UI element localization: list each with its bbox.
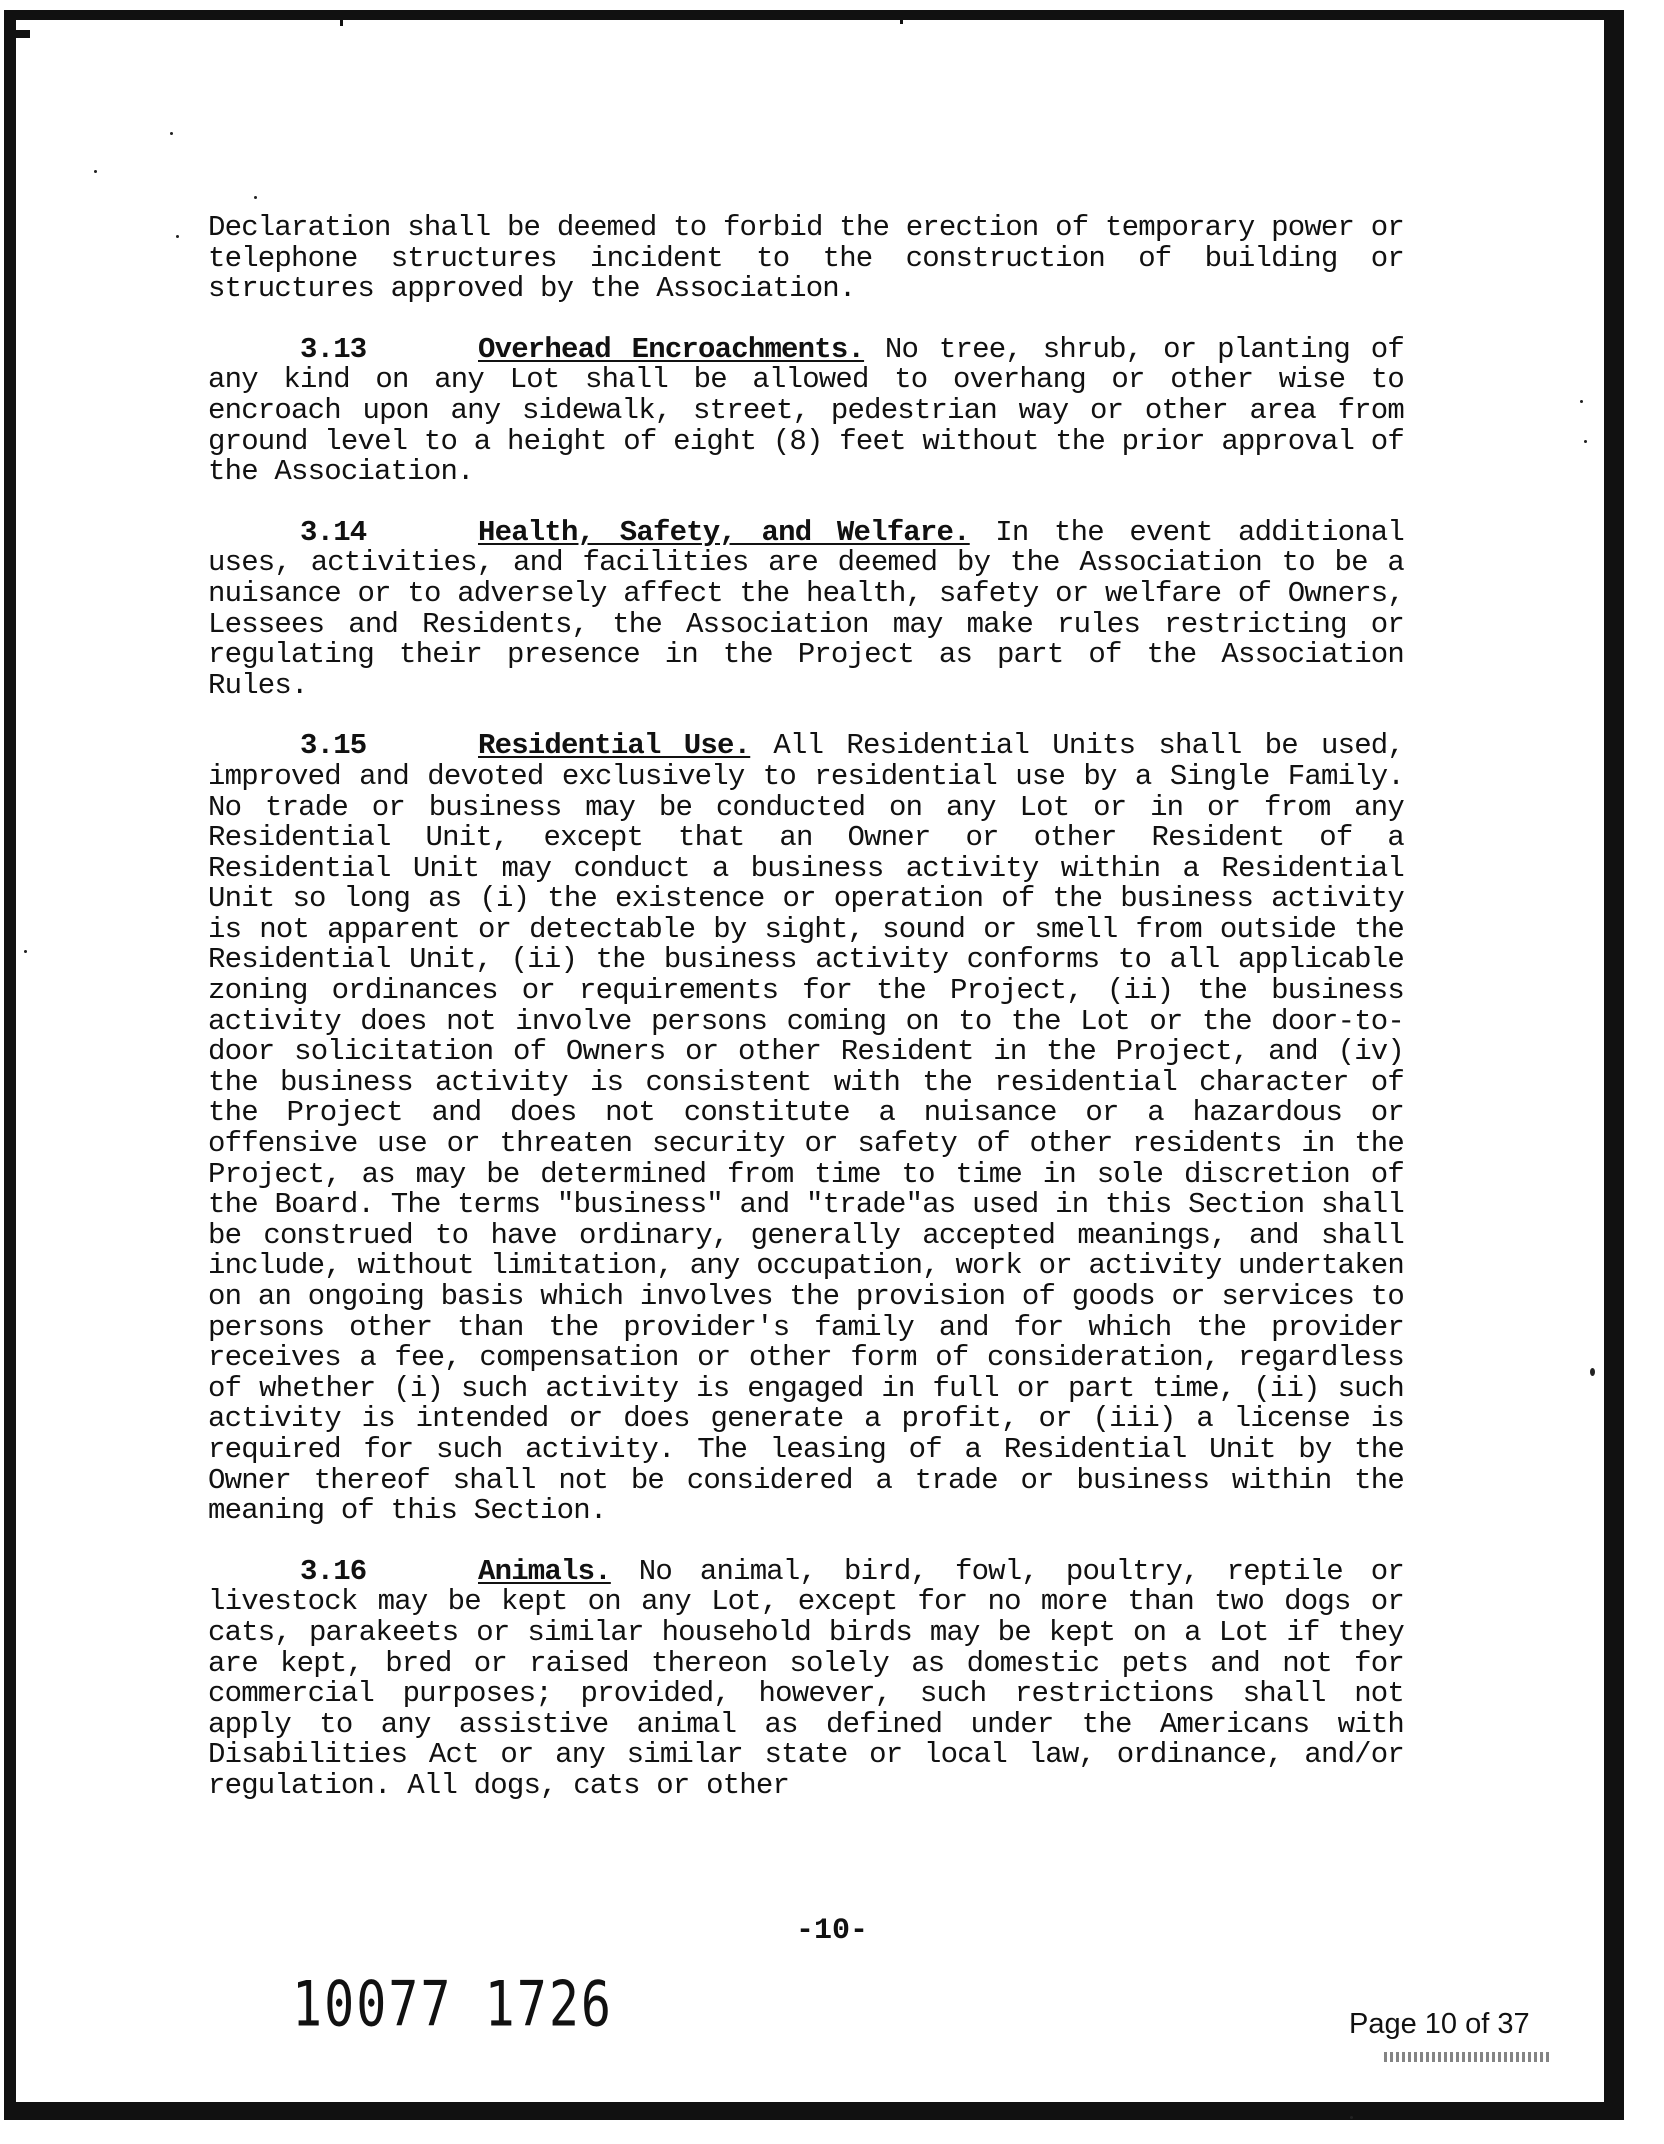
section-3-13: [208, 332, 1404, 489]
section-heading: Residential Use.: [478, 729, 751, 763]
document-body: [208, 213, 1404, 1832]
scan-speck: [1580, 400, 1583, 403]
section-3-15: [208, 731, 1404, 1526]
section-number: 3.14: [300, 515, 367, 549]
section-text: No tree, shrub, or planting of any kind on any Lot shall be allowed to overhang or other wise to encroach upon any sidewalk, street, pedestrian way or other area from ground level to a height of eight (8) feet without the prior approval of the Association.: [208, 332, 1404, 489]
section-text: No animal, bird, fowl, poultry, reptile or livestock may be kept on any Lot, except for no more than two dogs or cats, parakeets or similar household birds may be kept on a Lot if they are kept, bred or raised thereon solely as domestic pets and not for commercial purposes; provided, however, such restrictions shall not apply to any assistive animal as defined under the Americans with Disabilities Act or any similar state or local law, ordinance, and/or regulation. All dogs, cats or other: [208, 1554, 1405, 1802]
section-3-16: [208, 1554, 1405, 1802]
section-heading: Health, Safety, and Welfare.: [478, 515, 970, 549]
page-number: -10-: [795, 1914, 868, 1948]
scan-speck: [24, 950, 27, 953]
scan-artifact: [340, 16, 343, 26]
section-heading: Animals.: [478, 1554, 611, 1588]
section-number: 3.13: [300, 332, 367, 366]
scan-speck: [170, 132, 173, 135]
scan-speck: [1350, 2116, 1353, 2119]
scan-artifact: [16, 30, 30, 38]
section-number: 3.15: [300, 729, 367, 763]
section-text: All Residential Units shall be used, improved and devoted exclusively to residential use by a Single Family. No trade or business may be conducted on any Lot or in or from any Residential Unit, except that an Owner or other Resident of a Residential Unit may conduct a business activity within a Residential Unit so long as (i) the existence or operation of the business activity is not apparent or detectable by sight, sound or smell from outside the Residential Unit, (ii) the business activity conforms to all applicable zoning ordinances or requirements for the Project, (ii) the business activity does not involve persons coming on to the Lot or the door-to-door solicitation of Owners or other Resident in the Project, and (iv) the business activity is consistent with the residential character of the Project and does not constitute a nuisance or a hazardous or offensive use or threaten security or safety of other residents in the Project, as may be determined from time to time in sole discretion of the Board. The terms "business" and "trade"as used in this Section shall be construed to have ordinary, generally accepted meanings, and shall include, without limitation, any occupation, work or activity undertaken on an ongoing basis which involves the provision of goods or services to persons other than the provider's family and for which the provider receives a fee, compensation or other form of consideration, regardless of whether (i) such activity is engaged in full or part time, (ii) such activity is intended or does generate a profit, or (iii) a license is required for such activity. The leasing of a Residential Unit by the Owner thereof shall not be considered a trade or business within the meaning of this Section.: [208, 729, 1405, 1528]
fax-header-line: [1384, 2052, 1552, 2062]
paragraph-continuation: [208, 213, 1404, 305]
book-page-stamp: 10077 1726: [292, 1968, 614, 2041]
scan-speck: [94, 170, 97, 173]
section-number: 3.16: [300, 1554, 367, 1588]
section-text: In the event additional uses, activities, and facilities are deemed by the Association to be a nuisance or to adversely affect the health, safety or welfare of Owners, Lessees and Residents, the Association may make rules restricting or regulating their presence in the Project as part of the Association Rules.: [208, 515, 1405, 702]
scan-speck: [176, 235, 179, 238]
paragraph-text: Declaration shall be deemed to forbid the erection of temporary power or telephone structures incident to the construction of building or structures approved by the Association.: [208, 211, 1404, 306]
scan-artifact: [900, 16, 903, 24]
scan-speck: [1590, 1368, 1595, 1376]
scan-speck: [254, 196, 257, 199]
section-heading: Overhead Encroachments.: [478, 332, 865, 366]
scan-speck: [1584, 440, 1587, 443]
section-3-14: [208, 515, 1405, 702]
page-counter: Page 10 of 37: [1349, 2008, 1530, 2040]
